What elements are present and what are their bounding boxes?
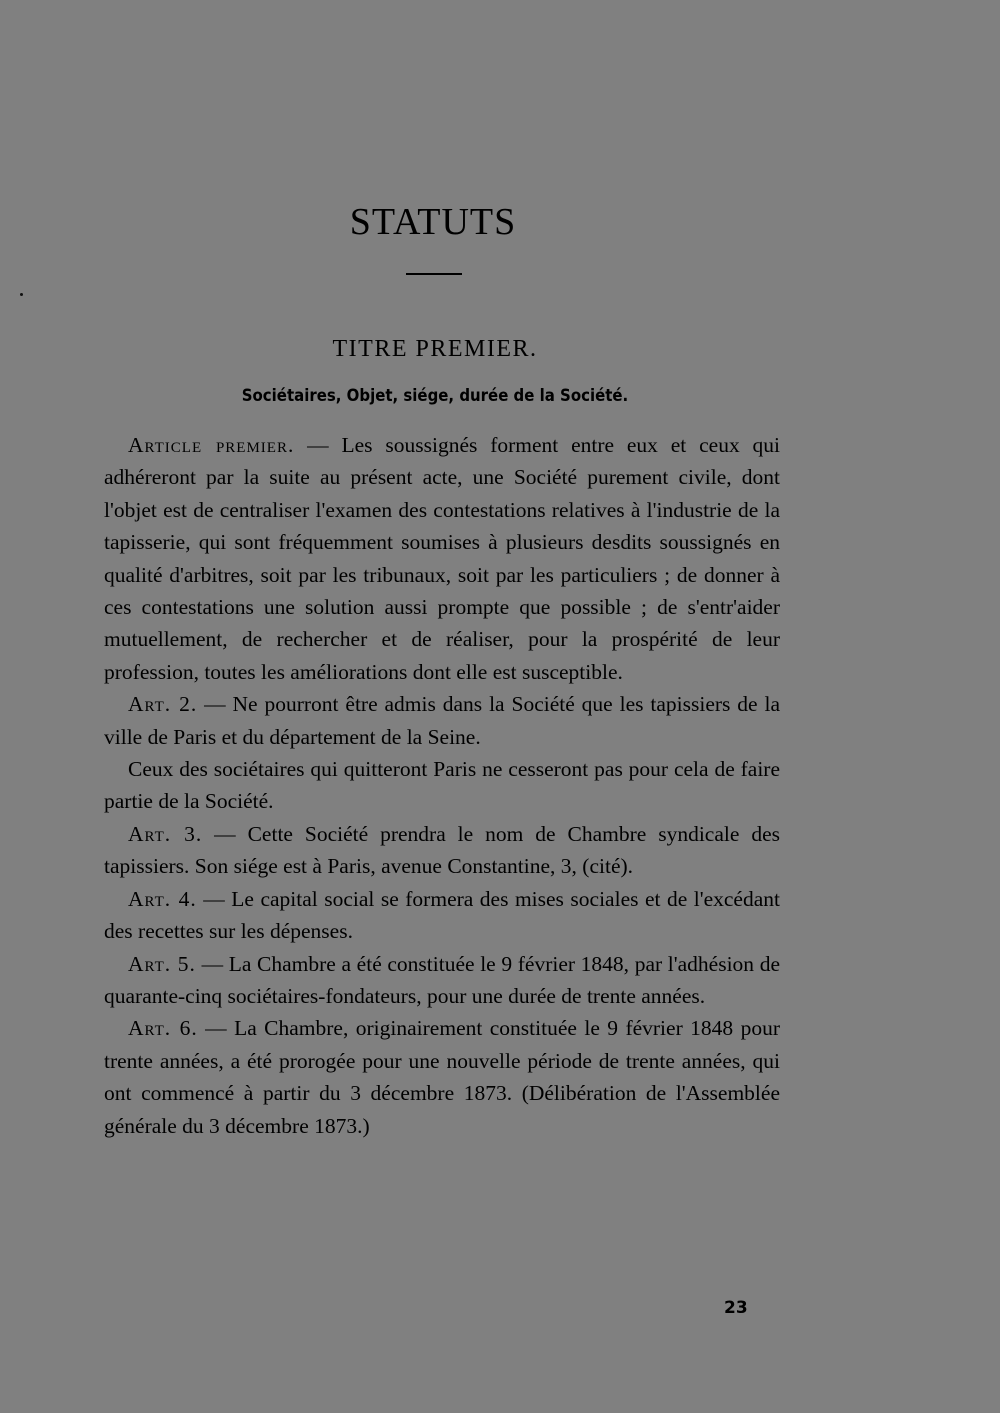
article-text: — Ne pourront être admis dans la Société que les tapissiers de la ville de Paris et du département de la Seine. [104,692,780,749]
article-1 [104,429,780,688]
article-5 [104,948,780,1013]
title-divider [406,273,462,275]
article-2 [104,688,780,753]
article-text: — Cette Société prendra le nom de Chambre syndicale des tapissiers. Son siége est à Paris, avenue Constantine, 3, (cité). [104,821,780,879]
article-2-continuation [104,753,780,818]
article-label: Art. 6. [128,1016,198,1041]
article-text: — La Chambre, originairement constituée le 9 février 1848 pour trente années, a été prorogée pour une nouvelle période de trente années, qui ont commencé à partir du 3 décembre 1873. (Délibération de l'Assemblée générale du 3 décembre 1873.) [104,1016,780,1138]
article-text: — Le capital social se formera des mises sociales et de l'excédant des recettes sur les dépenses. [104,886,780,944]
print-speck [20,293,23,296]
article-text: Ceux des sociétaires qui quitteront Paris ne cesseront pas pour cela de faire partie de la Société. [104,757,780,814]
article-label: Art. 4. [128,886,197,911]
section-title: TITRE PREMIER. [332,336,538,362]
articles-body [104,429,780,1142]
section-subtitle: Sociétaires, Objet, siége, durée de la Société. [241,386,629,406]
article-3 [104,818,780,883]
article-4 [104,883,780,948]
article-text: — Les soussignés forment entre eux et ceux qui adhéreront par la suite au présent acte, une Société purement civile, dont l'objet est de centraliser l'examen des contestations relatives à l'industrie de la tapisserie, qui sont fréquemment soumises à plusieurs desdits soussignés en qualité d'arbitres, soit par les tribunaux, soit par les particuliers ; de donner à ces contestations une solution aussi prompte que possible ; de s'entr'aider mutuellement, de rechercher et de réaliser, pour la prospérité de leur profession, toutes les améliorations dont elle est susceptible. [104,433,780,684]
article-label: Article premier. [128,433,295,457]
article-text: — La Chambre a été constituée le 9 février 1848, par l'adhésion de quarante-cinq sociétaires-fondateurs, pour une durée de trente années. [104,951,780,1008]
page-number: 23 [724,1298,748,1318]
article-label: Art. 2. [128,692,198,717]
article-label: Art. 5. [128,951,196,976]
article-label: Art. 3. [128,821,203,846]
article-6 [104,1012,780,1142]
page-title: STATUTS [349,201,517,243]
